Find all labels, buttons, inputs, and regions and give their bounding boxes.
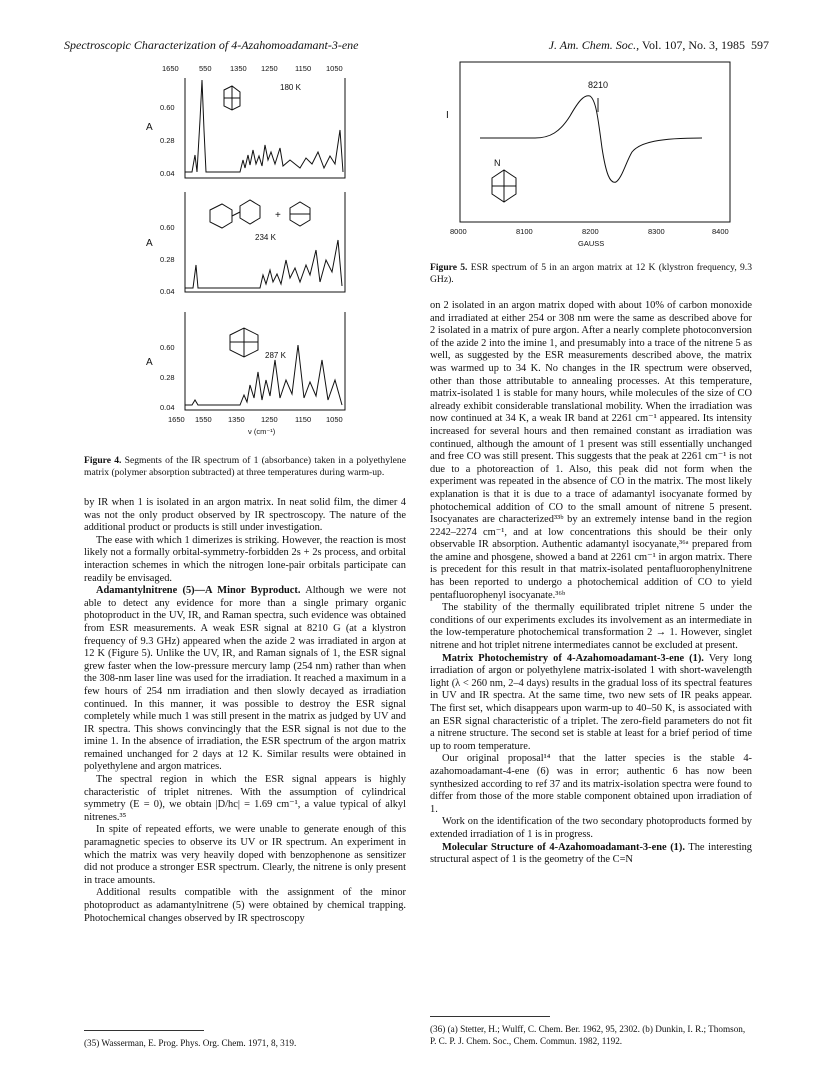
paragraph-text: Although we were not able to detect any evidence for more than a single primary organic photoproduct in the UV, IR, and Raman spectra, such evidence was obtained from ESR measurements. A weak ESR signal at 8210 G (at a klystron frequency of 9.3 GHz) appeared when the azide 2 was irradiated in argon at 12 K (Figure 5). Unlike the UV, IR, and Raman signals of 1, the ESR signal grew faster when the low-pressure mercury lamp (254 nm) rather than when the 308-nm laser line was used for the irradiation. It reached a maximum in a few hours of 254 nm irradiation and then slowly decayed as irradiation continued. In this manner, it was possible to destroy the ESR signal completely while much 1 was still present in the matrix as judged by UV and IR spectra. This shows convincingly that the ESR signal is not due to the imine 1. In the absence of irradiation, the ESR spectrum of the argon matrix remained unchanged for 2 days at 12 K. Similar results were obtained in polyethylene and argon matrices. xyxy=(84,585,406,773)
footnote-rule xyxy=(430,1016,550,1017)
section-heading: Adamantylnitrene (5)—A Minor Byproduct. xyxy=(96,585,301,597)
paragraph-text: The interesting structural aspect of 1 is the geometry of the C=N xyxy=(430,841,752,866)
paragraph: Additional results compatible with the assignment of the minor photoproduct as adamantylnitrene (5) were obtained by chemical trapping. Photochemical changes observed by IR spectroscopy xyxy=(84,887,406,924)
fig4-temp-234k: 234 K xyxy=(255,233,276,242)
figure-4-caption xyxy=(84,455,406,479)
footnote-rule xyxy=(84,1030,204,1031)
fig4-spectrum-180k xyxy=(185,80,343,172)
paragraph: Work on the identification of the two secondary photoproducts formed by extended irradiation of 1 is in progress. xyxy=(430,816,752,840)
figure-5-caption-text: ESR spectrum of 5 in an argon matrix at 12 K (klystron frequency, 9.3 GHz). xyxy=(430,262,752,285)
fig4-panel-1-frame xyxy=(185,78,345,178)
footnote-35: (35) Wasserman, E. Prog. Phys. Org. Chem. 1971, 8, 319. xyxy=(84,1038,297,1048)
figure-4-label: Figure 4. xyxy=(84,455,122,466)
paragraph: by IR when 1 is isolated in an argon matrix. In neat solid film, the dimer 4 was not the only product observed by IR spectroscopy. The nature of the additional product or products is still under investigation. xyxy=(84,497,406,534)
fig5-n-label: N xyxy=(494,158,501,168)
paragraph: The spectral region in which the ESR signal appears is highly characteristic of triplet nitrenes. With the assumption of cylindrical symmetry (E = 0), we obtain |D/hc| = 1.69 cm⁻¹, a value typical of alkyl nitrenes.³⁵ xyxy=(84,774,406,823)
fig4-structure-sketch-1 xyxy=(224,86,240,110)
left-column xyxy=(84,497,406,925)
footnote-36: (36) (a) Stetter, H.; Wulff, C. Chem. Ber. 1962, 95, 2302. (b) Dunkin, I. R.; Thomson, P. C. P. J. Chem. Soc., Chem. Commun. 1982, 1192. xyxy=(430,1024,746,1046)
fig4-y-tick: 0.28 xyxy=(160,255,175,264)
fig4-temp-287k: 287 K xyxy=(265,351,286,360)
fig5-peak-label: 8210 xyxy=(588,80,609,90)
fig5-x-tick: 8400 xyxy=(712,227,729,236)
fig4-y-tick: 0.60 xyxy=(160,343,175,352)
paragraph xyxy=(430,842,752,867)
fig5-x-tick: 8000 xyxy=(450,227,467,236)
fig4-y-tick: 0.60 xyxy=(160,103,175,112)
journal-volume: Vol. 107, No. 3, 1985 xyxy=(641,38,745,52)
fig4-bottom-tick: 1050 xyxy=(326,415,343,424)
journal-name: J. Am. Chem. Soc., xyxy=(548,38,640,52)
fig4-structure-sketch-3 xyxy=(290,202,310,226)
fig4-top-tick: 1650 xyxy=(162,64,179,73)
figure-4 xyxy=(140,60,360,452)
fig4-bottom-tick: 1150 xyxy=(295,415,312,424)
paragraph-text: Very long irradiation of argon or polyethylene matrix-isolated 1 with short-wavelength light (λ < 260 nm, 2–4 days) results in the gradual loss of its spectral features in UV and IR spectra. At the same time, two new sets of IR peaks appear. The first set, which disappears upon warm-up to 40–50 K, is associated with an ESR signal characteristic of a triplet. The zero-field parameters do not fit a nitrene structure. The second set is stable at least for a brief period of time up to room temperature. xyxy=(430,652,752,752)
fig4-absorbance-label: A xyxy=(146,357,153,368)
fig4-bottom-tick: 1650 xyxy=(168,415,185,424)
fig4-y-tick: 0.28 xyxy=(160,373,175,382)
fig4-structure-sketch-4 xyxy=(230,328,258,357)
fig4-absorbance-label: A xyxy=(146,122,153,133)
fig4-panel-3-frame xyxy=(185,312,345,410)
fig4-y-tick: 0.60 xyxy=(160,223,175,232)
fig4-y-tick: 0.04 xyxy=(160,287,175,296)
fig4-top-tick: 1150 xyxy=(295,64,312,73)
fig5-x-tick: 8100 xyxy=(516,227,533,236)
fig4-plus-sign: + xyxy=(275,210,281,221)
fig4-temp-180k: 180 K xyxy=(280,83,301,92)
paragraph: The ease with which 1 dimerizes is striking. However, the reaction is most likely not a formally orbital-symmetry-forbidden 2s + 2s process, and orbital interaction schemes in which the nitrogen lone-pair orbitals participate can readily be envisaged. xyxy=(84,534,406,584)
fig4-absorbance-label: A xyxy=(146,238,153,249)
section-heading: Molecular Structure of 4-Azahomoadamant-3-ene (1). xyxy=(442,841,685,853)
running-header xyxy=(64,38,769,54)
page-number: 597 xyxy=(751,38,769,52)
fig5-structure-sketch xyxy=(492,170,516,202)
figure-5 xyxy=(440,58,740,258)
paragraph: In spite of repeated efforts, we were unable to generate enough of this paramagnetic species to observe its UV or IR spectrum. An experiment in which the matrix was very heavily doped with benzophenone as sensitizer did not produce a stronger ESR spectrum. Clearly, the nitrene is only present in trace amounts. xyxy=(84,824,406,886)
fig4-bottom-tick: 1550 xyxy=(195,415,212,424)
fig4-bottom-tick: 1250 xyxy=(261,415,278,424)
figure-5-caption xyxy=(430,262,752,286)
fig4-x-unit: ν (cm⁻¹) xyxy=(248,427,276,436)
paragraph: Our original proposal¹⁴ that the latter species is the stable 4-azahomoadamant-4-ene (6) was in error; authentic 6 has now been synthesized according to ref 37 and its matrix-isolation spectra were found to differ from those of the more stable component obtained upon irradiation of 1. xyxy=(430,753,752,815)
section-heading: Matrix Photochemistry of 4-Azahomoadamant-3-ene (1). xyxy=(442,652,704,664)
paragraph: The stability of the thermally equilibrated triplet nitrene 5 under the conditions of our experiments excludes its involvement as an intermediate in the low-temperature photochemical transformation 2 → 1. However, singlet nitrene and hot triplet nitrene intermediates cannot be excluded at present. xyxy=(430,602,752,652)
figure-4-caption-text: Segments of the IR spectrum of 1 (absorbance) taken in a polyethylene matrix (polymer absorption subtracted) at three temperatures during warm-up. xyxy=(84,455,406,478)
fig5-y-label: I xyxy=(446,110,449,121)
fig4-spectrum-234k xyxy=(185,240,342,288)
fig5-esr-trace xyxy=(480,96,702,183)
fig4-y-tick: 0.04 xyxy=(160,403,175,412)
fig4-bottom-tick: 1350 xyxy=(228,415,245,424)
fig4-y-tick: 0.04 xyxy=(160,169,175,178)
figure-5-label: Figure 5. xyxy=(430,262,468,273)
fig4-structure-sketch-2 xyxy=(210,200,260,228)
fig4-top-tick: 1250 xyxy=(261,64,278,73)
paragraph xyxy=(430,653,752,754)
fig4-top-tick: 1350 xyxy=(230,64,247,73)
header-title: Spectroscopic Characterization of 4-Azahomoadamant-3-ene xyxy=(64,38,359,52)
right-column xyxy=(430,300,752,867)
fig4-spectrum-287k xyxy=(185,345,342,405)
fig5-x-tick: 8300 xyxy=(648,227,665,236)
paragraph: on 2 isolated in an argon matrix doped with about 10% of carbon monoxide and irradiated at either 254 or 308 nm were the same as described above for 2 isolated in a matrix of pure argon. After a nearly complete photoconversion of the azide 2 into the imine 1, and presumably into a trace of the nitrene 5 as well, as suggested by the ESR measurements described above, the matrix was warmed up to 34 K. No changes in the IR spectrum were observed, other than those attributable to annealing processes. At this temperature, matrix-isolated 1 is stable for many hours, while molecules of the size of CO already exhibit considerable translational mobility. When the irradiation was now continued at 34 K, a weak IR band at 2261 cm⁻¹ appeared. Its intensity increased for several hours and then remained constant as irradiation was continued, although the amount of 1 present was still essentially unchanged and free CO was still present. This suggests that the peak at 2261 cm⁻¹ is not due to a photoreaction of 1. Also, this peak did not form when the experiment was repeated in the absence of CO in the matrix. The most likely explanation is that it is due to a trace of adamantyl isocyanate formed by photochemical addition of CO to the small amount of nitrene 5 present. Isocyanates are characterized³³ᵇ by an extremely intense band in the region 2242–2274 cm⁻¹, and at low concentrations this should be their only observable IR absorption. Authentic adamantyl isocyanate,³⁶ᵃ prepared from the amine and phosgene, showed a band at 2261 cm⁻¹ in argon matrix. There is precedent for this result in that matrix-isolated pentafluorophenylnitrene has been reported to undergo a photochemical addition of CO to yield pentafluorophenyl isocyanate.³⁶ᵇ xyxy=(430,300,752,601)
paragraph xyxy=(84,585,406,774)
fig4-top-tick: 1050 xyxy=(326,64,343,73)
fig5-x-tick: 8200 xyxy=(582,227,599,236)
fig4-top-tick: 550 xyxy=(199,64,212,73)
fig5-x-label: GAUSS xyxy=(578,239,605,248)
header-journal xyxy=(549,38,769,53)
fig4-y-tick: 0.28 xyxy=(160,136,175,145)
